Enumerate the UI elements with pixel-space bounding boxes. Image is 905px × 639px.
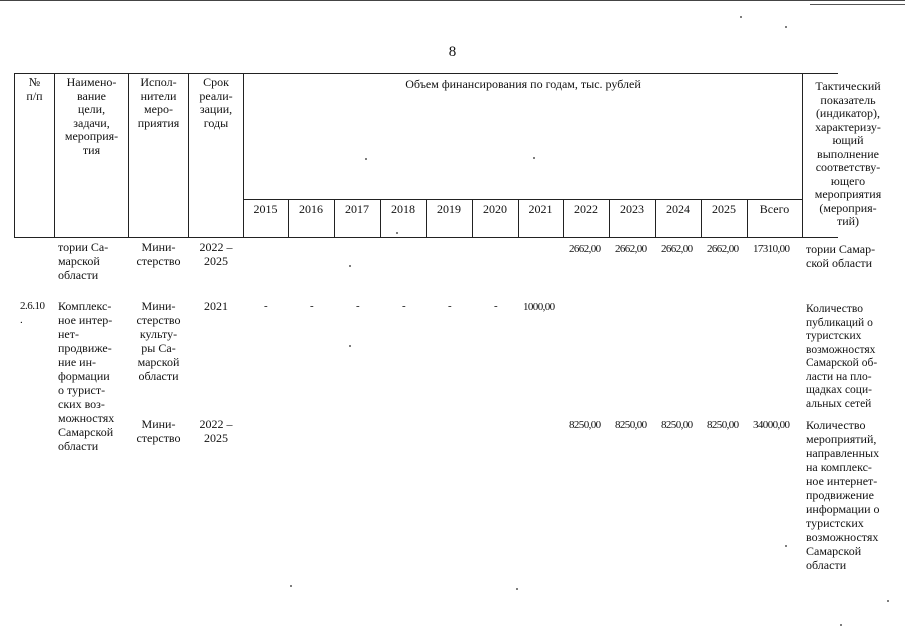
year-2018: 2018 bbox=[391, 202, 415, 216]
row1-period: 2022 – 2025 bbox=[199, 240, 233, 268]
year-2025: 2025 bbox=[712, 202, 736, 216]
row2-sub1-period: 2021 bbox=[204, 299, 228, 313]
table-top-border bbox=[14, 73, 838, 74]
scan-speck bbox=[365, 158, 367, 160]
year-2020: 2020 bbox=[483, 202, 507, 216]
scan-speck bbox=[290, 585, 292, 587]
row1-name: тории Са- марской области bbox=[58, 240, 109, 282]
row2-sub1-executor: Мини- стерство культу- ры Са- марской области bbox=[136, 299, 181, 383]
year-2021: 2021 bbox=[528, 202, 553, 216]
scan-speck bbox=[785, 26, 787, 28]
year-total: Всего bbox=[759, 202, 790, 216]
scan-speck bbox=[840, 624, 842, 626]
row1-indicator: тории Самар- ской области bbox=[806, 242, 876, 270]
row1-value-total: 17310,00 bbox=[753, 243, 790, 255]
row2-sub1-value-2021: 1000,00 bbox=[523, 301, 555, 313]
row2-number: 2.6.10 . bbox=[20, 300, 45, 326]
row1-value-2024: 2662,00 bbox=[661, 243, 693, 255]
year-2024: 2024 bbox=[666, 202, 690, 216]
row2-sub2-indicator: Количество мероприятий, направленных на комплекс- ное интернет- продвижение информации о туристских возможностях Самарской области bbox=[806, 418, 880, 572]
scan-speck bbox=[533, 157, 535, 159]
row2-sub2-value-total: 34000,00 bbox=[753, 419, 790, 431]
row2-sub2-period: 2022 – 2025 bbox=[199, 417, 233, 445]
years-row-top-border bbox=[243, 199, 803, 200]
header-name: Наимено- вание цели, задачи, мероприя- тия bbox=[64, 75, 119, 157]
scan-speck bbox=[396, 232, 398, 234]
scan-speck bbox=[349, 265, 351, 267]
scan-speck bbox=[349, 345, 351, 347]
row2-sub1-dash-2015: - bbox=[264, 300, 268, 312]
row2-sub2-value-2024: 8250,00 bbox=[661, 419, 693, 431]
row1-executor: Мини- стерство bbox=[136, 240, 181, 268]
header-num: № п/п bbox=[26, 75, 43, 103]
year-2016: 2016 bbox=[299, 202, 323, 216]
row2-sub2-value-2023: 8250,00 bbox=[615, 419, 647, 431]
row2-sub1-dash-2019: - bbox=[448, 300, 452, 312]
row1-value-2025: 2662,00 bbox=[707, 243, 739, 255]
top-edge-line bbox=[0, 0, 905, 1]
year-2015: 2015 bbox=[253, 202, 278, 216]
scan-speck bbox=[887, 600, 889, 602]
header-executors: Испол- нители меро- приятия bbox=[137, 75, 180, 130]
row2-sub1-dash-2017: - bbox=[356, 300, 360, 312]
row2-name: Комплекс- ное интер- нет- продвиже- ние ин- формации о турист- ских воз- можностях Самарской области bbox=[58, 299, 115, 453]
row2-sub1-dash-2018: - bbox=[402, 300, 406, 312]
scan-speck bbox=[785, 545, 787, 547]
year-2019: 2019 bbox=[437, 202, 461, 216]
year-2017: 2017 bbox=[345, 202, 369, 216]
scan-speck bbox=[516, 588, 518, 590]
header-funding: Объем финансирования по годам, тыс. рублей bbox=[405, 77, 641, 91]
top-edge-line-short bbox=[810, 4, 905, 5]
row2-sub1-indicator: Количество публикаций о туристских возможностях Самарской об- ласти на пло- щадках соци- альных сетей bbox=[806, 303, 878, 410]
row2-sub2-value-2022: 8250,00 bbox=[569, 419, 601, 431]
row2-sub2-value-2025: 8250,00 bbox=[707, 419, 739, 431]
row2-sub2-executor: Мини- стерство bbox=[136, 417, 181, 445]
page-number: 8 bbox=[448, 44, 457, 60]
row2-sub1-dash-2016: - bbox=[310, 300, 314, 312]
year-2022: 2022 bbox=[574, 202, 598, 216]
row1-value-2023: 2662,00 bbox=[615, 243, 647, 255]
row2-sub1-dash-2020: - bbox=[494, 300, 498, 312]
year-2023: 2023 bbox=[620, 202, 644, 216]
row1-value-2022: 2662,00 bbox=[569, 243, 601, 255]
scan-speck bbox=[740, 16, 742, 18]
header-period: Срок реали- зации, годы bbox=[199, 75, 233, 130]
header-indicator: Тактический показатель (индикатор), характеризу- ющий выполнение соответству- ющего мероприятия (мероприя- тий) bbox=[814, 79, 882, 228]
